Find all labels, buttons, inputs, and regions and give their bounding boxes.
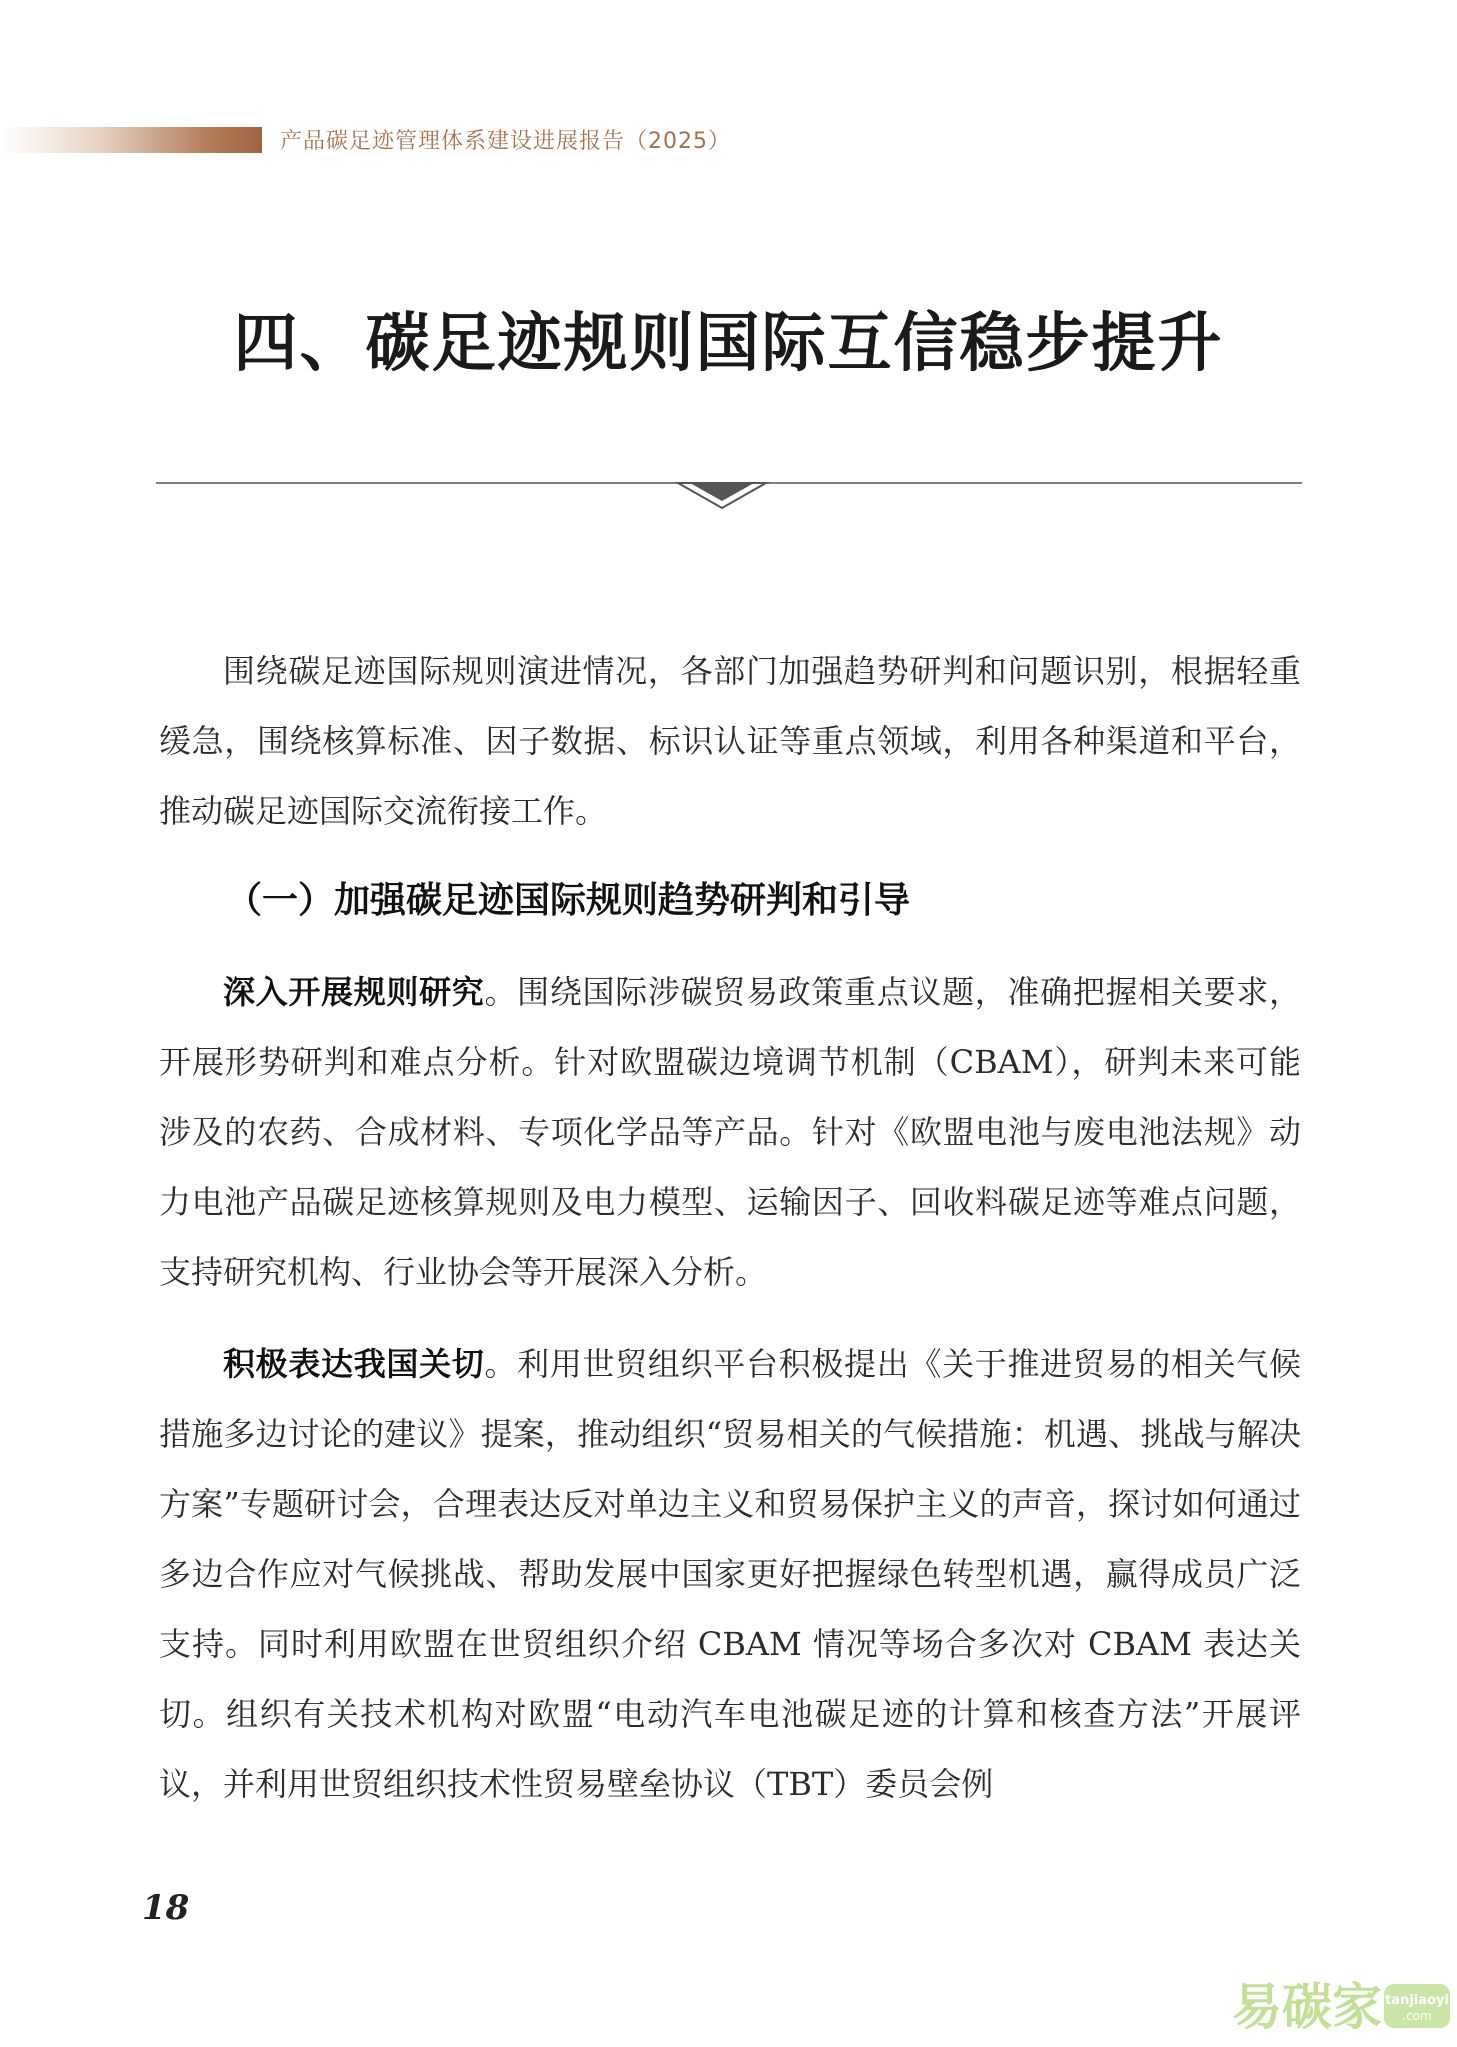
section-heading: （一）加强碳足迹国际规则趋势研判和引导 (226, 879, 911, 921)
paragraph-rule-research (159, 957, 1301, 1307)
paragraph-express-concerns (159, 1329, 1301, 1819)
watermark-site-line2: .com (1402, 2009, 1432, 2023)
paragraph-lead-title: 积极表达我国关切 (223, 1345, 485, 1383)
header-accent-bar (0, 127, 262, 153)
intro-text: 围绕碳足迹国际规则演进情况，各部门加强趋势研判和问题识别，根据轻重缓急，围绕核算标准、因子数据、标识认证等重点领域，利用各种渠道和平台，推动碳足迹国际交流衔接工作。 (159, 652, 1301, 830)
watermark-brand: 易碳家 (1232, 1978, 1382, 2036)
intro-paragraph (159, 636, 1301, 846)
title-divider (156, 466, 1302, 526)
watermark-site-line1: tanjiaoyi (1385, 1993, 1449, 2008)
page-number: 18 (142, 1888, 190, 1928)
watermark-logo (1232, 1966, 1454, 2042)
paragraph-body: 。利用世贸组织平台积极提出《关于推进贸易的相关气候措施多边讨论的建议》提案，推动组织“贸易相关的气候措施：机遇、挑战与解决方案”专题研讨会，合理表达反对单边主义和贸易保护主义的声音，探讨如何通过多边合作应对气候挑战、帮助发展中国家更好把握绿色转型机遇，赢得成员广泛支持。同时利用欧盟在世贸组织介绍 CBAM 情况等场合多次对 CBAM 表达关切。组织有关技术机构对欧盟“电动汽车电池碳足迹的计算和核查方法”开展评议，并利用世贸组织技术性贸易壁垒协议（TBT）委员会例 (159, 1345, 1301, 1803)
running-header: 产品碳足迹管理体系建设进展报告（2025） (280, 129, 731, 154)
chapter-title: 四、碳足迹规则国际互信稳步提升 (233, 306, 1224, 381)
paragraph-lead-title: 深入开展规则研究 (223, 973, 485, 1011)
paragraph-body: 。围绕国际涉碳贸易政策重点议题，准确把握相关要求，开展形势研判和难点分析。针对欧盟碳边境调节机制（CBAM），研判未来可能涉及的农药、合成材料、专项化学品等产品。针对《欧盟电池与废电池法规》动力电池产品碳足迹核算规则及电力模型、运输因子、回收料碳足迹等难点问题，支持研究机构、行业协会等开展深入分析。 (159, 973, 1301, 1291)
